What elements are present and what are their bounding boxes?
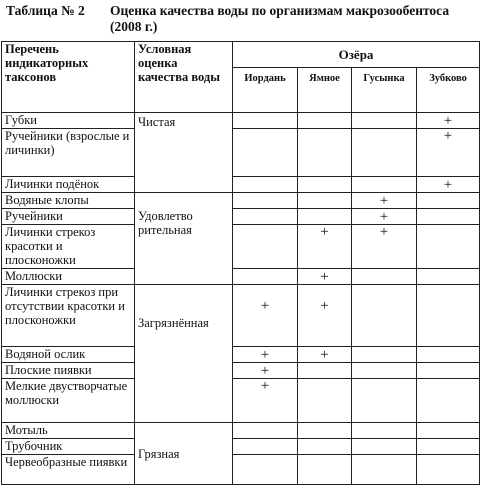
table-row xyxy=(2,439,480,455)
mark-cell xyxy=(298,363,352,379)
mark-cell: + xyxy=(298,269,352,285)
quality-class-polluted: Загрязнённая xyxy=(135,285,233,423)
table-row xyxy=(2,269,480,285)
mark-cell: + xyxy=(233,347,298,363)
taxon-cell: Ручейники (взрослые и личинки) xyxy=(2,129,135,177)
mark-cell xyxy=(233,129,298,177)
header-quality: Условная оценка качества воды xyxy=(135,42,233,113)
mark-cell: + xyxy=(298,285,352,347)
mark-cell xyxy=(298,129,352,177)
mark-cell xyxy=(233,423,298,439)
table-row xyxy=(2,193,480,209)
mark-cell xyxy=(417,209,480,225)
mark-cell: + xyxy=(298,347,352,363)
mark-cell xyxy=(298,439,352,455)
mark-cell xyxy=(417,379,480,423)
mark-cell xyxy=(417,269,480,285)
mark-cell: + xyxy=(352,225,417,269)
taxon-cell: Ручейники xyxy=(2,209,135,225)
mark-cell xyxy=(352,177,417,193)
mark-cell xyxy=(417,225,480,269)
mark-cell xyxy=(298,177,352,193)
mark-cell xyxy=(417,347,480,363)
mark-cell xyxy=(233,225,298,269)
mark-cell xyxy=(352,423,417,439)
header-lake-yamnoe: Ямное xyxy=(298,68,352,113)
taxon-cell: Плоские пиявки xyxy=(2,363,135,379)
mark-cell xyxy=(298,379,352,423)
mark-cell xyxy=(417,455,480,485)
quality-class-dirty: Грязная xyxy=(135,423,233,485)
mark-cell xyxy=(233,455,298,485)
mark-cell xyxy=(352,379,417,423)
header-lake-zubkovo: Зубково xyxy=(417,68,480,113)
mark-cell xyxy=(352,439,417,455)
mark-cell xyxy=(417,193,480,209)
mark-cell xyxy=(233,269,298,285)
mark-cell: + xyxy=(417,113,480,129)
mark-cell xyxy=(298,209,352,225)
mark-cell xyxy=(298,423,352,439)
mark-cell: + xyxy=(233,285,298,347)
header-lake-gusynka: Гусынка xyxy=(352,68,417,113)
table-row xyxy=(2,285,480,347)
taxon-cell: Личинки стрекоз красотки и плосконожки xyxy=(2,225,135,269)
table-row xyxy=(2,363,480,379)
taxon-cell: Моллюски xyxy=(2,269,135,285)
water-quality-table xyxy=(1,41,480,485)
mark-cell xyxy=(233,113,298,129)
mark-cell xyxy=(352,113,417,129)
table-title: Оценка качества воды по организмам макрозообентоса (2008 г.) xyxy=(110,3,450,34)
taxon-cell: Губки xyxy=(2,113,135,129)
mark-cell xyxy=(298,455,352,485)
taxon-cell: Личинки стрекоз при отсутствии красотки и плосконожки xyxy=(2,285,135,347)
table-row xyxy=(2,455,480,485)
mark-cell xyxy=(352,129,417,177)
taxon-cell: Трубочник xyxy=(2,439,135,455)
table-row xyxy=(2,379,480,423)
mark-cell: + xyxy=(417,177,480,193)
taxon-cell: Личинки подёнок xyxy=(2,177,135,193)
table-row xyxy=(2,113,480,129)
table-row xyxy=(2,129,480,177)
taxon-cell: Водяные клопы xyxy=(2,193,135,209)
taxon-cell: Водяной ослик xyxy=(2,347,135,363)
table-row xyxy=(2,423,480,439)
mark-cell xyxy=(233,209,298,225)
mark-cell xyxy=(298,193,352,209)
header-taxa: Перечень индикаторных таксонов xyxy=(2,42,135,113)
taxon-cell: Червеобразные пиявки xyxy=(2,455,135,485)
taxon-cell: Мелкие двустворчатые моллюски xyxy=(2,379,135,423)
taxon-cell: Мотыль xyxy=(2,423,135,439)
mark-cell xyxy=(298,113,352,129)
mark-cell: + xyxy=(298,225,352,269)
mark-cell: + xyxy=(233,379,298,423)
header-lakes: Озёра xyxy=(233,42,480,68)
quality-class-clean: Чистая xyxy=(135,113,233,193)
mark-cell: + xyxy=(233,363,298,379)
mark-cell xyxy=(352,347,417,363)
mark-cell xyxy=(352,285,417,347)
quality-class-satisfactory: Удовлетво рительная xyxy=(135,193,233,285)
mark-cell xyxy=(417,363,480,379)
table-row xyxy=(2,177,480,193)
table-row xyxy=(2,347,480,363)
mark-cell xyxy=(352,363,417,379)
header-lake-iordan: Иордань xyxy=(233,68,298,113)
mark-cell: + xyxy=(352,193,417,209)
mark-cell xyxy=(417,423,480,439)
mark-cell xyxy=(417,439,480,455)
mark-cell xyxy=(233,193,298,209)
mark-cell: + xyxy=(417,129,480,177)
table-row xyxy=(2,209,480,225)
mark-cell xyxy=(417,285,480,347)
mark-cell xyxy=(352,269,417,285)
mark-cell xyxy=(233,177,298,193)
mark-cell xyxy=(352,455,417,485)
table-number: Таблица № 2 xyxy=(6,3,85,18)
table-row xyxy=(2,225,480,269)
mark-cell xyxy=(233,439,298,455)
mark-cell: + xyxy=(352,209,417,225)
table-caption xyxy=(6,3,476,35)
